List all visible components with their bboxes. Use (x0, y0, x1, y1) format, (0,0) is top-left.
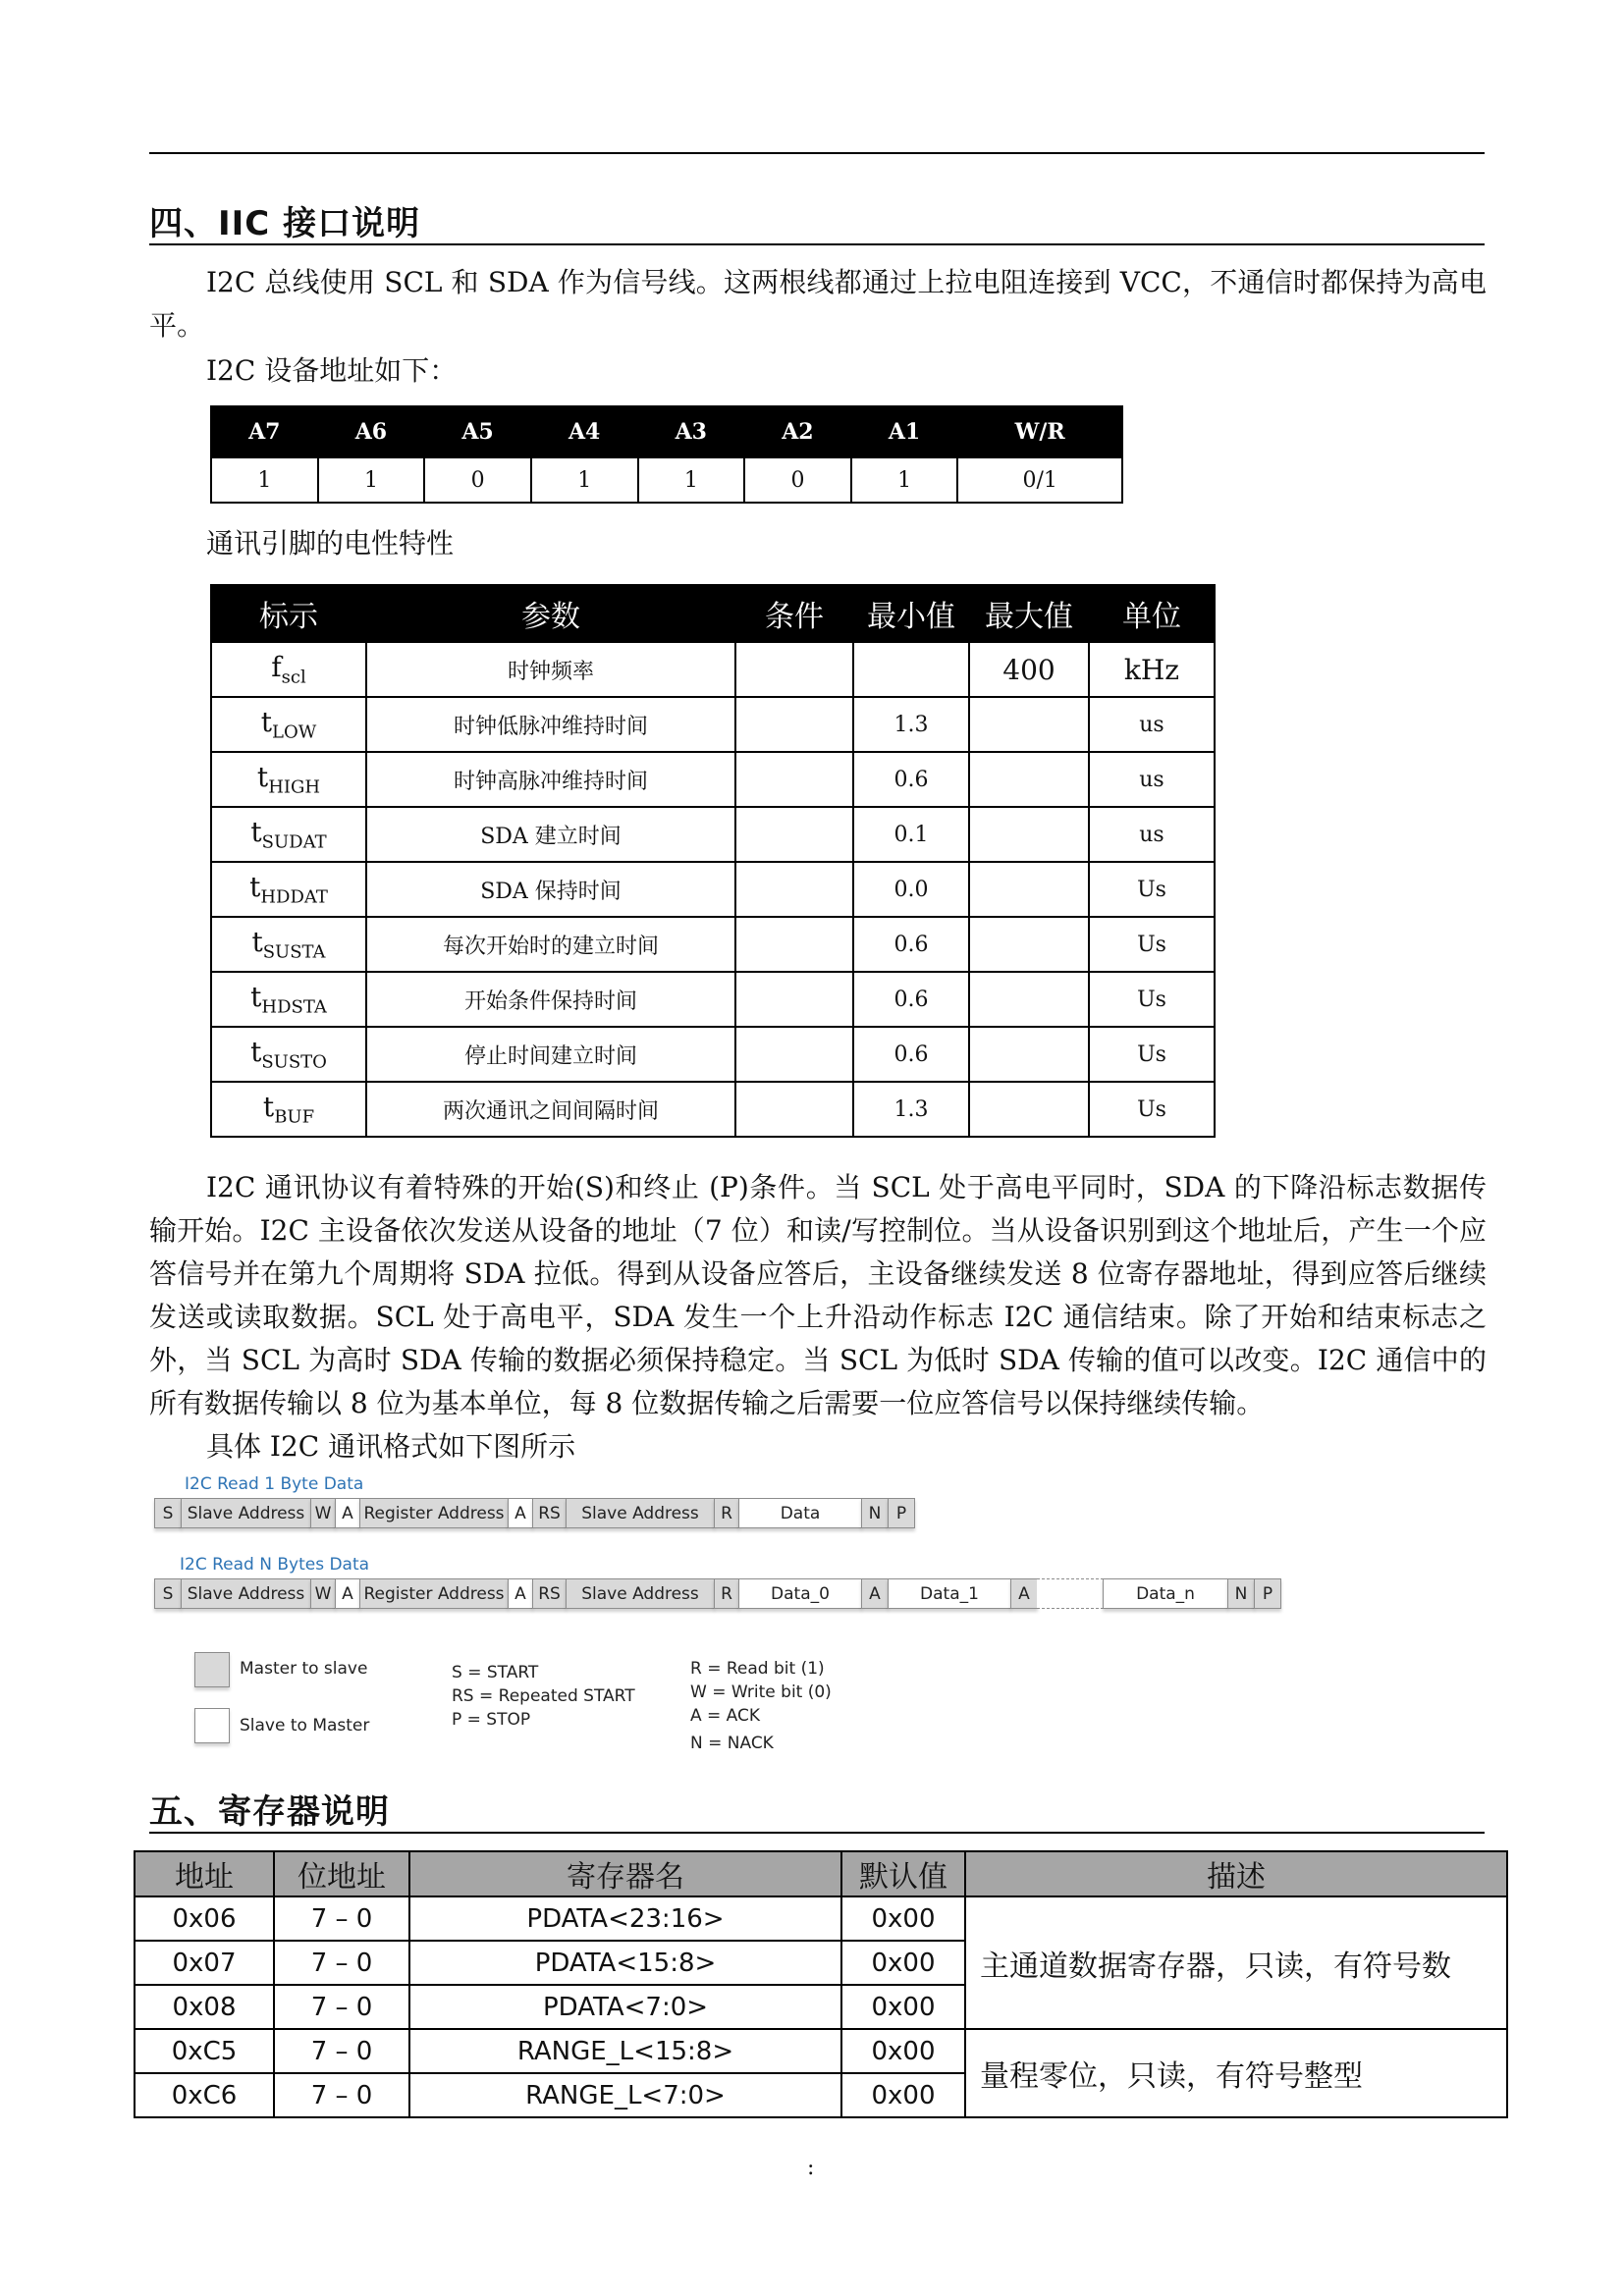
header-rule (149, 152, 1485, 154)
electrical-header-cell: 单位 (1089, 585, 1215, 642)
register-description: 量程零位，只读，有符号整型 (965, 2029, 1507, 2117)
address-value-cell: 0 (424, 457, 531, 503)
read-1-byte-label: I2C Read 1 Byte Data (185, 1474, 364, 1494)
symbol-subscript: HDDAT (260, 886, 328, 908)
register-bits: 7 – 0 (274, 1941, 409, 1985)
electrical-parameter: SDA 保持时间 (366, 862, 735, 917)
electrical-max (969, 807, 1089, 862)
symbol-base: t (250, 981, 262, 1014)
frame-cell: R (714, 1498, 739, 1528)
register-header-row (135, 1851, 1507, 1896)
register-name: PDATA<7:0> (409, 1985, 841, 2029)
legend-master-swatch (194, 1652, 230, 1687)
register-default: 0x00 (841, 2029, 965, 2073)
register-default: 0x00 (841, 1985, 965, 2029)
register-row (135, 2029, 1507, 2073)
frame-cell: A (861, 1578, 889, 1609)
address-value-cell: 0/1 (957, 457, 1122, 503)
read-1-byte-frame (154, 1498, 914, 1530)
electrical-symbol (211, 697, 366, 752)
frame-gap (1037, 1578, 1104, 1609)
electrical-min: 1.3 (853, 697, 969, 752)
frame-cell: Register Address (359, 1498, 509, 1528)
address-header-cell: A2 (744, 406, 851, 457)
electrical-min: 0.0 (853, 862, 969, 917)
electrical-condition (735, 642, 853, 697)
electrical-symbol (211, 917, 366, 972)
address-value-cell: 1 (318, 457, 425, 503)
register-description: 主通道数据寄存器，只读，有符号数 (965, 1896, 1507, 2029)
electrical-parameter: 每次开始时的建立时间 (366, 917, 735, 972)
frame-cell: RS (532, 1578, 567, 1609)
frame-cell: Slave Address (566, 1578, 715, 1609)
legend-write-bit: W = Write bit (0) (690, 1682, 832, 1702)
address-value-cell: 1 (638, 457, 745, 503)
address-header-cell: A4 (531, 406, 638, 457)
electrical-max: 400 (969, 642, 1089, 697)
legend-read-bit: R = Read bit (1) (690, 1659, 825, 1679)
electrical-unit: kHz (1089, 642, 1215, 697)
symbol-subscript: scl (281, 667, 306, 688)
register-header-cell: 寄存器名 (409, 1851, 841, 1896)
electrical-row (211, 862, 1215, 917)
legend-stop: P = STOP (452, 1710, 531, 1730)
frame-cell: S (154, 1578, 182, 1609)
electrical-max (969, 697, 1089, 752)
electrical-condition (735, 1082, 853, 1137)
section-4-title: 四、IIC 接口说明 (149, 204, 421, 243)
electrical-min: 0.1 (853, 807, 969, 862)
electrical-unit: us (1089, 807, 1215, 862)
protocol-paragraph: I2C 通讯协议有着特殊的开始(S)和终止 (P)条件。当 SCL 处于高电平同时，SDA 的下降沿标志数据传输开始。I2C 主设备依次发送从设备的地址（7 位）和读/写控制位。当从设备识别到这个地址后，产生一个应答信号并在第九个周期将 SDA 拉低。得到从设备应答后，主设备继续发送 8 位寄存器地址，得到应答后继续发送或读取数据。SCL 处于高电平，SDA 发生一个上升沿动作标志 I2C 通信结束。除了开始和结束标志之外，当 SCL 为高时 SDA 传输的数据必须保持稳定。当 SCL 为低时 SDA 传输的值可以改变。I2C 通信中的所有数据传输以 8 位为基本单位，每 8 位数据传输之后需要一位应答信号以保持继续传输。 (149, 1171, 1487, 1419)
frame-cell: N (861, 1498, 889, 1528)
electrical-unit: Us (1089, 862, 1215, 917)
register-default: 0x00 (841, 2073, 965, 2117)
frame-cell: Slave Address (566, 1498, 715, 1528)
symbol-subscript: LOW (272, 721, 317, 743)
frame-cell: A (335, 1578, 360, 1609)
frame-cell: A (508, 1578, 533, 1609)
register-address: 0x07 (135, 1941, 274, 1985)
frame-cell: A (335, 1498, 360, 1528)
symbol-base: t (250, 816, 262, 849)
symbol-subscript: BUF (274, 1106, 315, 1128)
electrical-max (969, 862, 1089, 917)
electrical-condition (735, 917, 853, 972)
register-header-cell: 描述 (965, 1851, 1507, 1896)
electrical-symbol (211, 862, 366, 917)
frame-cell: Slave Address (181, 1578, 311, 1609)
frame-cell: Data_1 (888, 1578, 1011, 1609)
address-value-row (211, 457, 1122, 503)
electrical-unit: Us (1089, 917, 1215, 972)
address-value-cell: 0 (744, 457, 851, 503)
page-mark: : (807, 2156, 815, 2180)
register-name: PDATA<15:8> (409, 1941, 841, 1985)
frame-cell: N (1227, 1578, 1255, 1609)
register-header-cell: 位地址 (274, 1851, 409, 1896)
read-n-bytes-frame (154, 1578, 1280, 1611)
electrical-header-cell: 标示 (211, 585, 366, 642)
legend-ack: A = ACK (690, 1706, 761, 1726)
symbol-base: t (251, 926, 263, 959)
register-name: RANGE_L<7:0> (409, 2073, 841, 2117)
frame-cell: A (1010, 1578, 1038, 1609)
electrical-parameter: SDA 建立时间 (366, 807, 735, 862)
electrical-min: 0.6 (853, 972, 969, 1027)
electrical-parameter: 时钟低脉冲维持时间 (366, 697, 735, 752)
electrical-condition (735, 807, 853, 862)
electrical-unit: Us (1089, 972, 1215, 1027)
frame-cell: Register Address (359, 1578, 509, 1609)
electrical-condition (735, 697, 853, 752)
address-header-row (211, 406, 1122, 457)
register-bits: 7 – 0 (274, 2029, 409, 2073)
frame-cell: Data (738, 1498, 862, 1528)
frame-cell: S (154, 1498, 182, 1528)
electrical-row (211, 1082, 1215, 1137)
electrical-min (853, 642, 969, 697)
electrical-unit: us (1089, 752, 1215, 807)
electrical-row (211, 917, 1215, 972)
address-header-cell: A5 (424, 406, 531, 457)
address-header-cell: W/R (957, 406, 1122, 457)
address-value-cell: 1 (211, 457, 318, 503)
electrical-symbol (211, 1027, 366, 1082)
electrical-condition (735, 752, 853, 807)
electrical-parameter: 两次通讯之间间隔时间 (366, 1082, 735, 1137)
read-n-bytes-label: I2C Read N Bytes Data (180, 1555, 370, 1575)
legend-slave-label: Slave to Master (240, 1716, 370, 1735)
electrical-symbol (211, 642, 366, 697)
section-5-title: 五、寄存器说明 (149, 1792, 390, 1832)
electrical-condition (735, 972, 853, 1027)
electrical-characteristics-table (210, 584, 1216, 1138)
electrical-min: 0.6 (853, 752, 969, 807)
format-intro: 具体 I2C 通讯格式如下图所示 (206, 1430, 576, 1463)
register-address: 0x06 (135, 1896, 274, 1941)
register-default: 0x00 (841, 1941, 965, 1985)
intro-paragraph: I2C 总线使用 SCL 和 SDA 作为信号线。这两根线都通过上拉电阻连接到 VCC，不通信时都保持为高电平。 (149, 266, 1487, 342)
electrical-row (211, 972, 1215, 1027)
symbol-subscript: SUDAT (261, 831, 327, 853)
address-header-cell: A6 (318, 406, 425, 457)
register-default: 0x00 (841, 1896, 965, 1941)
electrical-unit: Us (1089, 1082, 1215, 1137)
electrical-header-cell: 最大值 (969, 585, 1089, 642)
electrical-max (969, 1082, 1089, 1137)
address-header-cell: A1 (851, 406, 958, 457)
electrical-max (969, 917, 1089, 972)
electrical-row (211, 807, 1215, 862)
section-4-rule (149, 243, 1485, 245)
register-header-cell: 默认值 (841, 1851, 965, 1896)
symbol-subscript: HIGH (268, 776, 321, 798)
symbol-subscript: SUSTA (262, 941, 326, 963)
register-table (134, 1850, 1508, 2118)
legend-start: S = START (452, 1663, 539, 1682)
address-value-cell: 1 (531, 457, 638, 503)
register-address: 0x08 (135, 1985, 274, 2029)
frame-cell: Data_0 (738, 1578, 862, 1609)
frame-cell: W (310, 1578, 336, 1609)
address-value-cell: 1 (851, 457, 958, 503)
symbol-subscript: SUSTO (261, 1051, 327, 1073)
frame-cell: RS (532, 1498, 567, 1528)
register-address: 0xC6 (135, 2073, 274, 2117)
electrical-max (969, 752, 1089, 807)
electrical-parameter: 时钟高脉冲维持时间 (366, 752, 735, 807)
electrical-condition (735, 862, 853, 917)
legend-repeated-start: RS = Repeated START (452, 1686, 635, 1706)
register-name: RANGE_L<15:8> (409, 2029, 841, 2073)
register-bits: 7 – 0 (274, 1896, 409, 1941)
electrical-intro: 通讯引脚的电性特性 (206, 527, 455, 560)
frame-cell: Slave Address (181, 1498, 311, 1528)
electrical-unit: us (1089, 697, 1215, 752)
electrical-min: 0.6 (853, 917, 969, 972)
address-header-cell: A7 (211, 406, 318, 457)
address-intro: I2C 设备地址如下： (206, 354, 458, 387)
frame-cell: W (310, 1498, 336, 1528)
register-bits: 7 – 0 (274, 1985, 409, 2029)
frame-cell: P (1254, 1578, 1281, 1609)
legend-slave-swatch (194, 1708, 230, 1743)
electrical-symbol (211, 807, 366, 862)
electrical-unit: Us (1089, 1027, 1215, 1082)
address-header-cell: A3 (638, 406, 745, 457)
frame-cell: R (714, 1578, 739, 1609)
electrical-row (211, 1027, 1215, 1082)
device-address-table (210, 405, 1123, 504)
frame-cell: P (888, 1498, 915, 1528)
register-bits: 7 – 0 (274, 2073, 409, 2117)
electrical-symbol (211, 752, 366, 807)
electrical-header-cell: 条件 (735, 585, 853, 642)
electrical-min: 0.6 (853, 1027, 969, 1082)
frame-cell: A (508, 1498, 533, 1528)
electrical-row (211, 642, 1215, 697)
symbol-subscript: HDSTA (261, 996, 327, 1018)
electrical-condition (735, 1027, 853, 1082)
symbol-base: t (260, 706, 273, 739)
electrical-max (969, 1027, 1089, 1082)
electrical-symbol (211, 972, 366, 1027)
electrical-row (211, 752, 1215, 807)
symbol-base: t (262, 1091, 275, 1124)
symbol-base: t (249, 871, 261, 904)
symbol-base: t (250, 1036, 262, 1069)
register-address: 0xC5 (135, 2029, 274, 2073)
frame-cell: Data_n (1103, 1578, 1228, 1609)
register-name: PDATA<23:16> (409, 1896, 841, 1941)
legend-master-label: Master to slave (240, 1659, 368, 1679)
legend-nack: N = NACK (690, 1734, 774, 1753)
register-header-cell: 地址 (135, 1851, 274, 1896)
section-5-rule (149, 1832, 1485, 1834)
electrical-header-cell: 最小值 (853, 585, 969, 642)
electrical-min: 1.3 (853, 1082, 969, 1137)
symbol-base: t (256, 761, 269, 794)
electrical-header-cell: 参数 (366, 585, 735, 642)
symbol-base: f (271, 651, 282, 684)
electrical-parameter: 开始条件保持时间 (366, 972, 735, 1027)
electrical-header-row (211, 585, 1215, 642)
register-row (135, 1896, 1507, 1941)
electrical-parameter: 停止时间建立时间 (366, 1027, 735, 1082)
electrical-symbol (211, 1082, 366, 1137)
electrical-row (211, 697, 1215, 752)
electrical-parameter: 时钟频率 (366, 642, 735, 697)
electrical-max (969, 972, 1089, 1027)
